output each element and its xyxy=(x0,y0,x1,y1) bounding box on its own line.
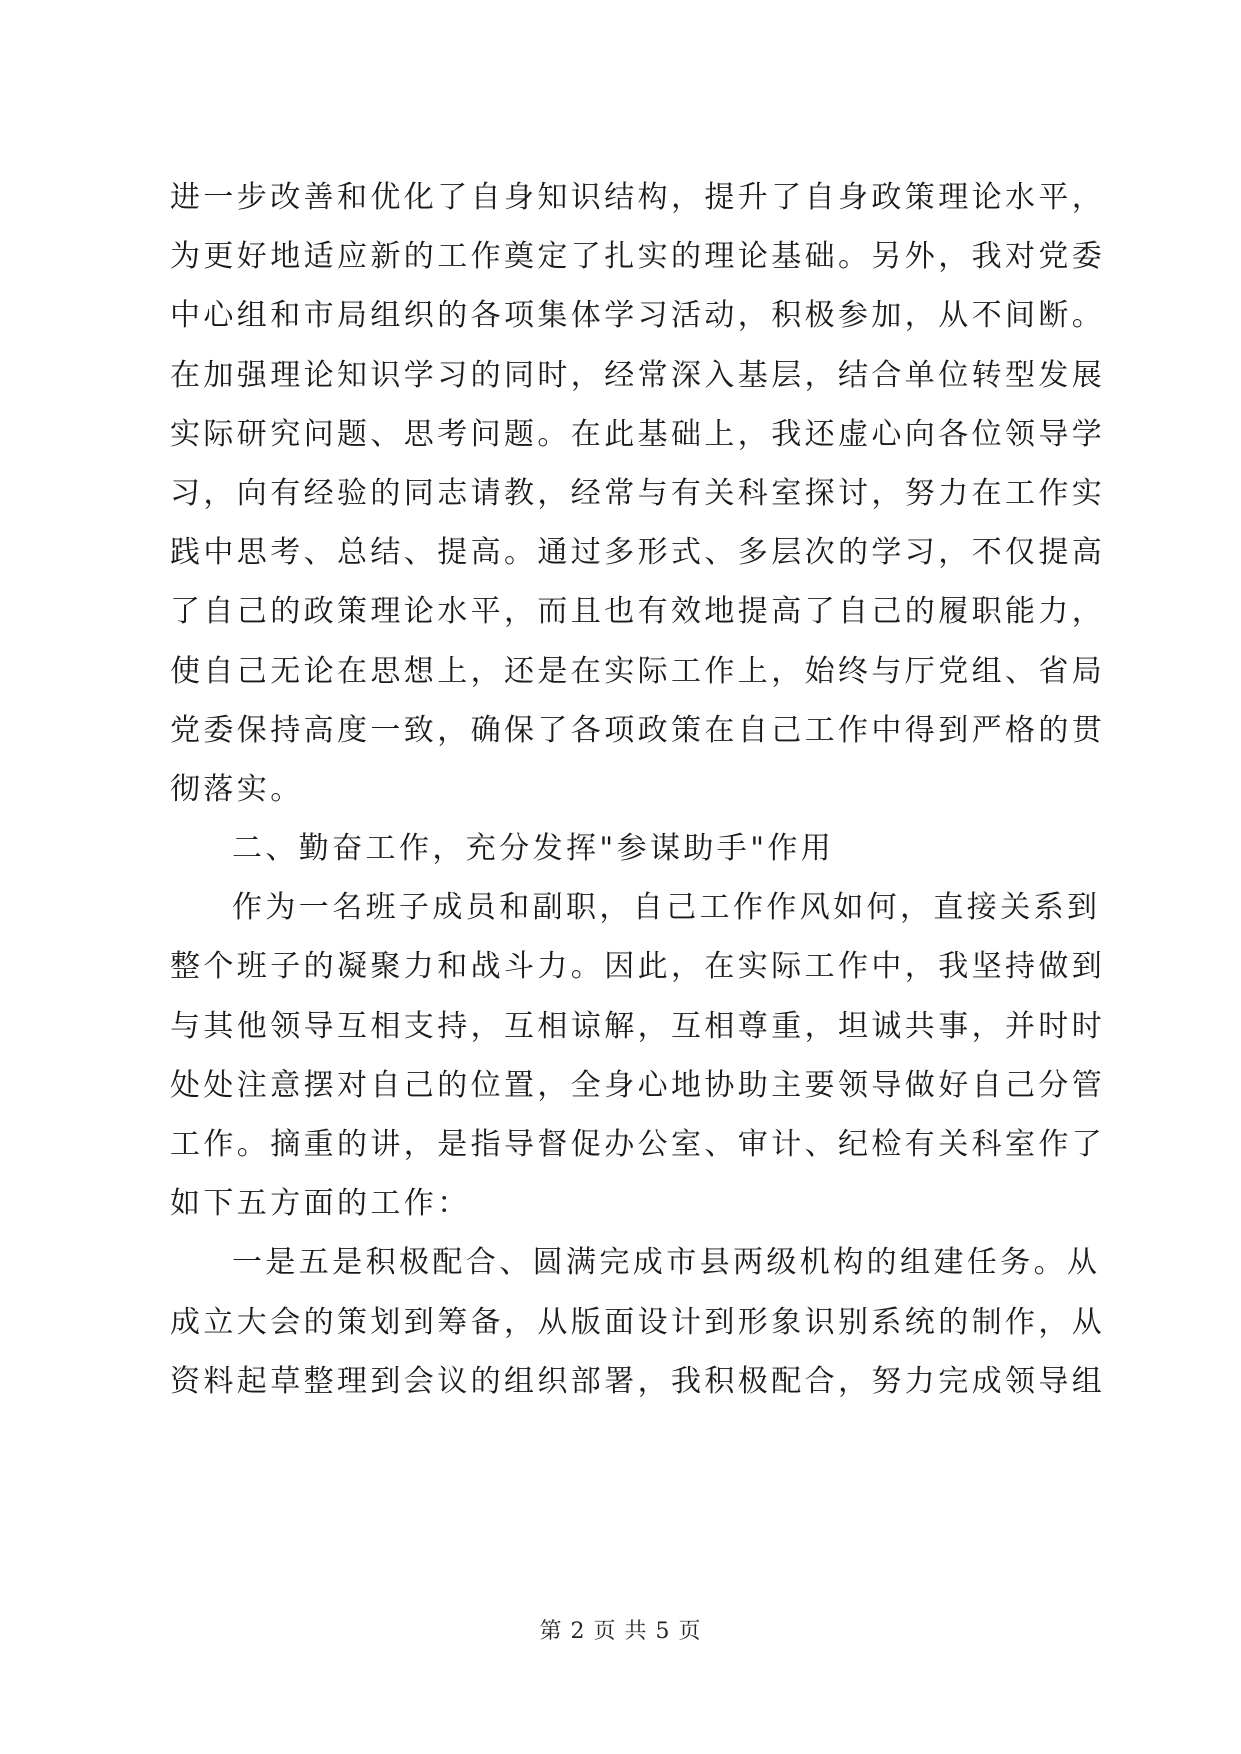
section-heading: 二、勤奋工作，充分发挥"参谋助手"作用 xyxy=(232,831,835,867)
text-line: 使自己无论在思想上，还是在实际工作上，始终与厅党组、省局 xyxy=(170,653,1106,689)
text-line: 中心组和市局组织的各项集体学习活动，积极参加，从不间断。 xyxy=(170,298,1106,334)
text-line: 工作。摘重的讲，是指导督促办公室、审计、纪检有关科室作了 xyxy=(170,1127,1106,1162)
text-line: 为更好地适应新的工作奠定了扎实的理论基础。另外，我对党委 xyxy=(170,239,1106,275)
text-line: 成立大会的策划到筹备，从版面设计到形象识别系统的制作，从 xyxy=(170,1304,1106,1340)
text-line: 整个班子的凝聚力和战斗力。因此，在实际工作中，我坚持做到 xyxy=(170,949,1106,985)
text-line: 进一步改善和优化了自身知识结构，提升了自身政策理论水平， xyxy=(170,180,1106,215)
text-line: 处处注意摆对自己的位置，全身心地协助主要领导做好自己分管 xyxy=(170,1067,1106,1103)
text-line: 了自己的政策理论水平，而且也有效地提高了自己的履职能力， xyxy=(170,594,1106,630)
text-line: 习，向有经验的同志请教，经常与有关科室探讨，努力在工作实 xyxy=(170,475,1106,511)
text-line: 践中思考、总结、提高。通过多形式、多层次的学习，不仅提高 xyxy=(170,535,1106,571)
text-line: 作为一名班子成员和副职，自己工作作风如何，直接关系到 xyxy=(232,890,1101,926)
text-line: 实际研究问题、思考问题。在此基础上，我还虚心向各位领导学 xyxy=(170,416,1106,452)
text-line: 在加强理论知识学习的同时，经常深入基层，结合单位转型发展 xyxy=(170,357,1106,393)
page-number: 第 2 页 共 5 页 xyxy=(539,1619,702,1644)
text-line: 与其他领导互相支持，互相谅解，互相尊重，坦诚共事，并时时 xyxy=(170,1008,1106,1044)
text-line: 党委保持高度一致，确保了各项政策在自己工作中得到严格的贯 xyxy=(170,712,1106,748)
body-text xyxy=(170,168,1106,1411)
text-line: 彻落实。 xyxy=(170,771,304,807)
text-line: 如下五方面的工作： xyxy=(170,1186,471,1222)
text-line: 一是五是积极配合、圆满完成市县两级机构的组建任务。从 xyxy=(232,1245,1101,1281)
text-line: 资料起草整理到会议的组织部署，我积极配合，努力完成领导组 xyxy=(170,1363,1106,1399)
